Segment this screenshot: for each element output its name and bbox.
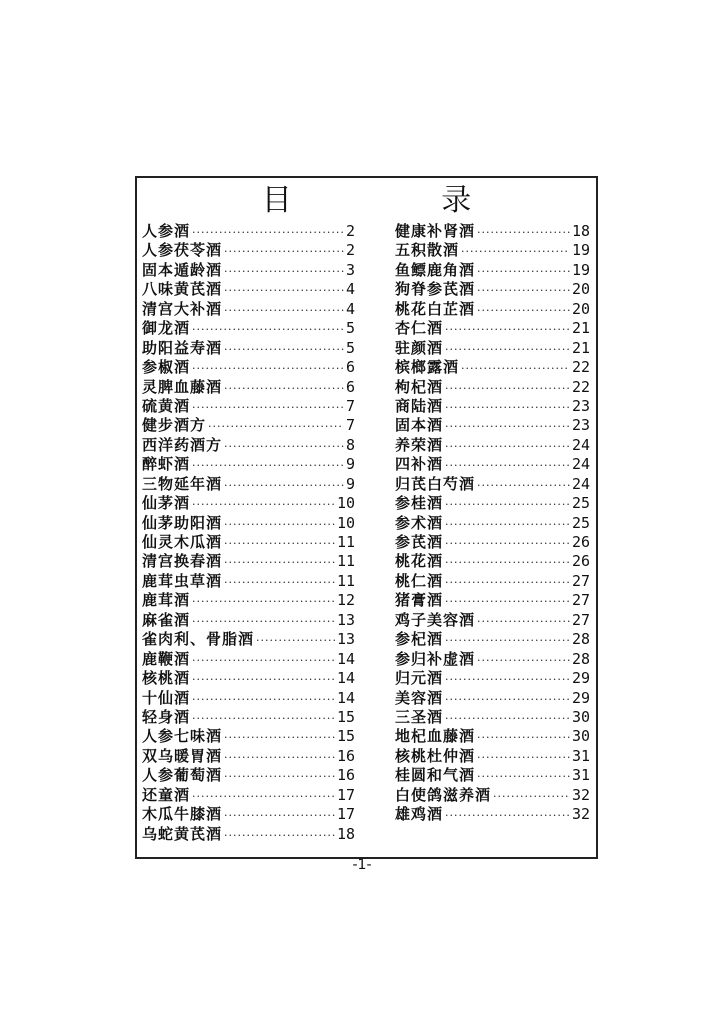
toc-entry [142,708,355,727]
toc-entry [395,514,590,533]
toc-entry-title: 五积散酒 [395,241,460,260]
toc-entry-page: 25 [571,494,590,513]
dot-leader [445,340,570,359]
dot-leader [477,476,570,495]
toc-entry-page: 29 [571,688,590,707]
dot-leader [477,612,570,631]
toc-entry-title: 人参葡萄酒 [142,766,223,785]
dot-leader [445,417,570,436]
toc-entry [142,572,355,591]
toc-entry-title: 参桂酒 [395,494,444,513]
toc-entry-page: 3 [345,260,355,279]
toc-entry [395,494,590,513]
toc-entry-title: 参芪酒 [395,533,444,551]
toc-entry-title: 桃花白芷酒 [395,299,476,318]
toc-entry [395,455,590,474]
toc-entry [142,416,355,435]
toc-entry [395,611,590,630]
dot-leader [445,690,570,709]
toc-entry [142,650,355,669]
toc-entry-page: 10 [336,513,355,532]
toc-entry-title: 还童酒 [142,785,191,804]
toc-entry-page: 2 [345,222,355,240]
toc-entry-page: 13 [336,610,355,629]
dot-leader [445,534,570,553]
toc-entry [395,766,590,785]
dot-leader [224,553,335,572]
toc-entry [142,494,355,513]
toc-entry-title: 醉虾酒 [142,455,191,474]
toc-entry [142,319,355,338]
dot-leader [445,437,570,456]
toc-entry-title: 桃花酒 [395,552,444,571]
dot-leader [192,223,344,242]
toc-entry-title: 枸杞酒 [395,377,444,396]
toc-entry-page: 31 [571,746,590,765]
toc-entry-title: 乌蛇黄芪酒 [142,824,223,843]
toc-entry-title: 养荣酒 [395,435,444,454]
toc-entry-title: 雀肉利、骨脂酒 [142,630,255,649]
toc-entry-title: 清宫换春酒 [142,552,223,571]
toc-entry-page: 5 [345,319,355,338]
toc-entry-page: 4 [345,280,355,299]
toc-entry-page: 16 [336,766,355,785]
toc-entry-page: 22 [571,377,590,396]
toc-entry-title: 桃仁酒 [395,571,444,590]
toc-entry-title: 归元酒 [395,669,444,688]
toc-entry [142,514,355,533]
toc-entry [142,300,355,319]
toc-entry [395,241,590,260]
toc-entry [395,591,590,610]
toc-entry-title: 十仙酒 [142,688,191,707]
dot-leader [461,242,570,261]
toc-entry [395,261,590,280]
toc-entry-title: 核桃杜仲酒 [395,746,476,765]
toc-entry-title: 固本酒 [395,416,444,435]
toc-entry-page: 14 [336,669,355,688]
toc-entry-title: 仙茅酒 [142,494,191,513]
dot-leader [477,728,570,747]
toc-entry-page: 23 [571,416,590,435]
toc-entry-title: 驻颜酒 [395,338,444,357]
dot-leader [192,787,335,806]
toc-entry [395,552,590,571]
dot-leader [224,806,335,825]
toc-entry-title: 参术酒 [395,513,444,532]
toc-entry-title: 人参茯苓酒 [142,241,223,260]
toc-entry-page: 5 [345,338,355,357]
toc-entry [142,397,355,416]
dot-leader [192,612,335,631]
toc-entry [142,339,355,358]
toc-entry [142,222,355,241]
toc-entry [142,475,355,494]
toc-entry-page: 15 [336,707,355,726]
dot-leader [477,262,570,281]
toc-entry [395,727,590,746]
toc-entry-page: 27 [571,571,590,590]
toc-entry-page: 28 [571,649,590,668]
toc-entry-page: 18 [336,824,355,843]
toc-entry-title: 鸡子美容酒 [395,610,476,629]
toc-entry-page: 32 [571,805,590,824]
toc-entry-title: 健康补肾酒 [395,222,476,240]
toc-entry-page: 13 [336,630,355,649]
dot-leader [445,379,570,398]
toc-entry-page: 12 [336,591,355,610]
toc-entry [395,319,590,338]
toc-entry [395,786,590,805]
dot-leader [192,320,344,339]
toc-entry-page: 7 [345,396,355,415]
toc-entry-page: 7 [345,416,355,435]
toc-entry-title: 参椒酒 [142,358,191,377]
dot-leader [224,748,335,767]
toc-entry-page: 17 [336,785,355,804]
dot-leader [445,573,570,592]
toc-entry-page: 24 [571,455,590,474]
toc-entry [395,630,590,649]
toc-entry-title: 槟榔露酒 [395,358,460,377]
dot-leader [477,223,570,242]
dot-leader [224,515,335,534]
dot-leader [445,456,570,475]
toc-entry-page: 22 [571,358,590,377]
toc-entry-title: 鹿茸酒 [142,591,191,610]
dot-leader [477,767,570,786]
dot-leader [445,631,570,650]
toc-entry-title: 麻雀酒 [142,610,191,629]
toc-entry [142,727,355,746]
dot-leader [192,592,335,611]
toc-entry [395,358,590,377]
toc-entry-title: 双乌暖胃酒 [142,746,223,765]
toc-entry [142,591,355,610]
dot-leader [224,476,344,495]
toc-entry [395,533,590,552]
dot-leader [445,709,570,728]
toc-entry-page: 14 [336,649,355,668]
toc-right-column [395,222,590,825]
toc-entry [142,689,355,708]
toc-entry [395,300,590,319]
toc-entry-page: 8 [345,435,355,454]
toc-entry-page: 14 [336,688,355,707]
toc-entry-title: 商陆酒 [395,396,444,415]
dot-leader [224,242,344,261]
toc-entry-title: 地杞血藤酒 [395,727,476,746]
toc-entry-page: 11 [336,571,355,590]
toc-entry-title: 西洋药酒方 [142,435,223,454]
toc-entry-page: 27 [571,610,590,629]
toc-entry-title: 狗脊参芪酒 [395,280,476,299]
toc-entry-page: 19 [571,260,590,279]
toc-entry [395,650,590,669]
toc-entry-title: 四补酒 [395,455,444,474]
toc-entry-title: 鱼鳔鹿角酒 [395,260,476,279]
toc-left-column [142,222,355,844]
toc-entry-page: 29 [571,669,590,688]
dot-leader [477,281,570,300]
toc-entry-title: 御龙酒 [142,319,191,338]
toc-entry-page: 25 [571,513,590,532]
dot-leader [477,748,570,767]
dot-leader [224,281,344,300]
dot-leader [192,456,344,475]
toc-entry-title: 健步酒方 [142,416,207,435]
toc-entry [395,805,590,824]
toc-entry-title: 白使鸽滋养酒 [395,785,492,804]
dot-leader [445,806,570,825]
dot-leader [256,631,335,650]
toc-entry-page: 6 [345,358,355,377]
dot-leader [224,340,344,359]
toc-entry-page: 30 [571,707,590,726]
toc-entry-title: 人参酒 [142,222,191,240]
dot-leader [192,495,335,514]
toc-entry-title: 三圣酒 [395,707,444,726]
dot-leader [445,515,570,534]
toc-entry-page: 10 [336,494,355,513]
toc-entry-title: 灵脾血藤酒 [142,377,223,396]
dot-leader [192,690,335,709]
toc-entry-title: 轻身酒 [142,707,191,726]
toc-entry-page: 23 [571,396,590,415]
toc-entry-page: 11 [336,533,355,551]
toc-entry-page: 20 [571,299,590,318]
toc-entry [142,747,355,766]
toc-entry [142,669,355,688]
toc-entry-title: 猪膏酒 [395,591,444,610]
dot-leader [445,592,570,611]
toc-entry-title: 美容酒 [395,688,444,707]
toc-entry [395,397,590,416]
dot-leader [192,398,344,417]
toc-entry [142,533,355,552]
dot-leader [224,767,335,786]
toc-entry-page: 24 [571,474,590,493]
toc-entry [142,261,355,280]
toc-entry-page: 18 [571,222,590,240]
toc-entry [395,572,590,591]
dot-leader [461,359,570,378]
toc-entry-page: 21 [571,319,590,338]
toc-entry-page: 30 [571,727,590,746]
toc-entry [395,339,590,358]
toc-entry-title: 雄鸡酒 [395,805,444,824]
dot-leader [224,379,344,398]
page-number: -1- [352,857,372,873]
toc-entry-page: 26 [571,552,590,571]
toc-entry [395,436,590,455]
toc-entry-page: 26 [571,533,590,551]
toc-entry [395,747,590,766]
toc-entry-title: 桂圆和气酒 [395,766,476,785]
toc-entry-page: 24 [571,435,590,454]
dot-leader [224,437,344,456]
dot-leader [192,651,335,670]
toc-entry-page: 9 [345,474,355,493]
dot-leader [192,670,335,689]
toc-entry-page: 32 [571,785,590,804]
toc-entry-page: 11 [336,552,355,571]
toc-entry [142,455,355,474]
dot-leader [224,262,344,281]
dot-leader [224,826,335,845]
dot-leader [477,301,570,320]
toc-entry-title: 鹿茸虫草酒 [142,571,223,590]
toc-entry [142,825,355,844]
toc-entry-title: 仙灵木瓜酒 [142,533,223,551]
toc-entry-page: 2 [345,241,355,260]
dot-leader [493,787,570,806]
toc-entry [142,630,355,649]
dot-leader [224,301,344,320]
toc-entry-title: 木瓜牛膝酒 [142,805,223,824]
dot-leader [208,417,344,436]
toc-entry-page: 27 [571,591,590,610]
toc-entry-page: 28 [571,630,590,649]
dot-leader [445,398,570,417]
toc-entry-page: 20 [571,280,590,299]
toc-entry-title: 参归补虚酒 [395,649,476,668]
toc-entry [142,378,355,397]
toc-entry-title: 硫黄酒 [142,396,191,415]
dot-leader [477,651,570,670]
toc-entry-title: 八味黄芪酒 [142,280,223,299]
toc-entry [142,805,355,824]
toc-entry-page: 6 [345,377,355,396]
toc-entry [395,708,590,727]
toc-entry [395,280,590,299]
toc-entry-title: 归芪白芍酒 [395,474,476,493]
toc-entry [395,416,590,435]
toc-entry [395,689,590,708]
toc-entry [142,241,355,260]
toc-entry [395,475,590,494]
toc-title: 目 录 [261,183,542,218]
toc-entry-title: 三物延年酒 [142,474,223,493]
toc-entry [395,222,590,241]
toc-entry-title: 仙茅助阳酒 [142,513,223,532]
toc-entry-title: 参杞酒 [395,630,444,649]
toc-entry-title: 杏仁酒 [395,319,444,338]
toc-entry [142,611,355,630]
toc-entry [142,766,355,785]
toc-entry-page: 16 [336,746,355,765]
toc-entry-title: 助阳益寿酒 [142,338,223,357]
dot-leader [224,534,335,553]
dot-leader [445,320,570,339]
dot-leader [224,728,335,747]
toc-entry-title: 固本遁龄酒 [142,260,223,279]
dot-leader [192,709,335,728]
toc-entry [395,669,590,688]
dot-leader [224,573,335,592]
toc-entry-title: 鹿鞭酒 [142,649,191,668]
toc-entry-page: 17 [336,805,355,824]
toc-entry [142,786,355,805]
toc-entry-page: 19 [571,241,590,260]
toc-entry [142,280,355,299]
dot-leader [445,495,570,514]
dot-leader [445,670,570,689]
toc-entry [142,552,355,571]
dot-leader [192,359,344,378]
toc-entry-page: 21 [571,338,590,357]
toc-entry-title: 人参七味酒 [142,727,223,746]
toc-entry-title: 核桃酒 [142,669,191,688]
toc-entry [395,378,590,397]
toc-entry-page: 9 [345,455,355,474]
toc-entry-page: 4 [345,299,355,318]
toc-entry-title: 清宫大补酒 [142,299,223,318]
toc-entry-page: 31 [571,766,590,785]
toc-entry [142,436,355,455]
dot-leader [445,553,570,572]
toc-entry [142,358,355,377]
toc-entry-page: 15 [336,727,355,746]
